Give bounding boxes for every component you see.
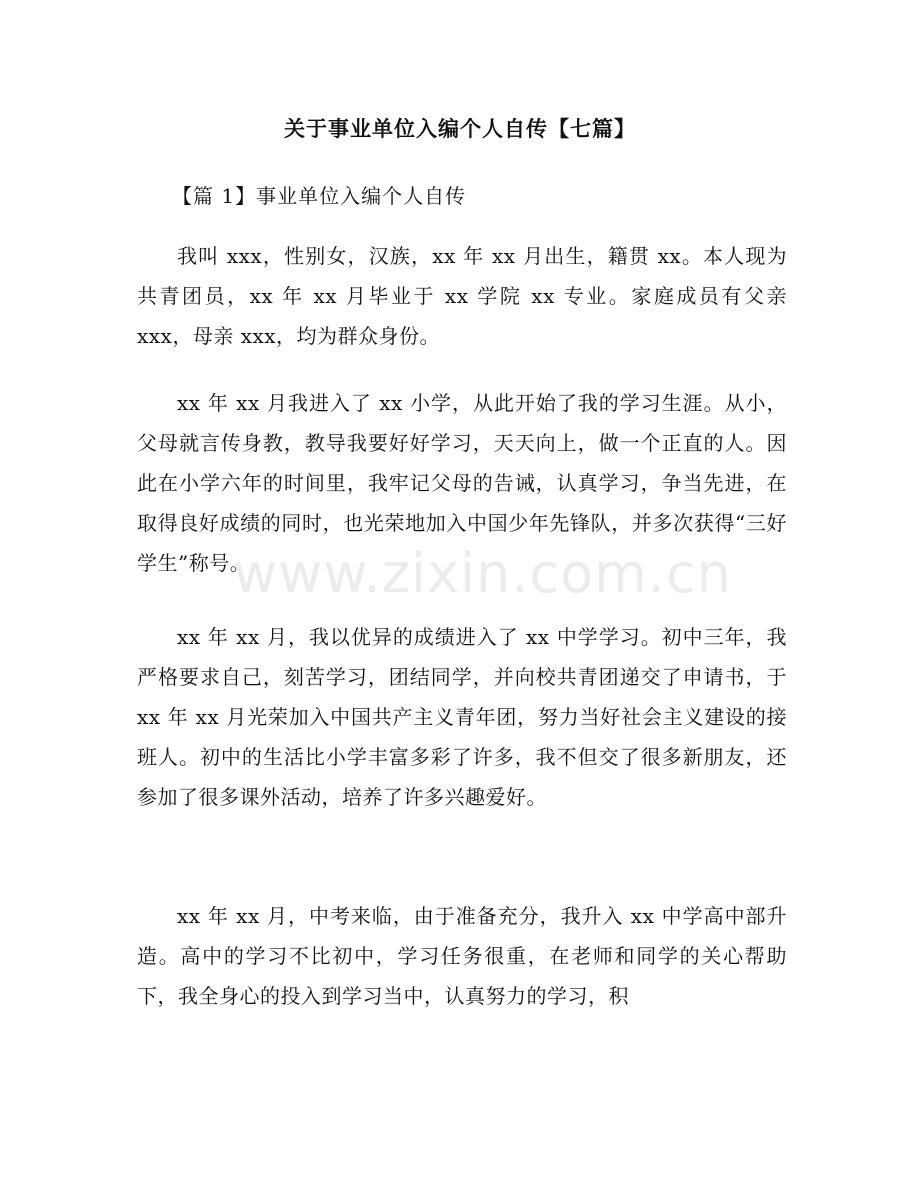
paragraph-3: xx 年 xx 月，我以优异的成绩进入了 xx 中学学习。初中三年，我严格要求自己，刻苦学习，团结同学，并向校共青团递交了申请书，于 xx 年 xx 月光荣加入中国共产主义青年团，努力当好社会主义建设的接班人。初中的生活比小学丰富多彩了许多，我不但交了很多新朋友，还参加了很多课外活动，培养了许多兴趣爱好。 [137,625,787,809]
paragraph-1: 我叫 xxx，性别女，汉族，xx 年 xx 月出生，籍贯 xx。本人现为共青团员，xx 年 xx 月毕业于 xx 学院 xx 专业。家庭成员有父亲 xxx，母亲 xxx，均为群众身份。 [137,244,787,348]
paragraph-4: xx 年 xx 月，中考来临，由于准备充分，我升入 xx 中学高中部升造。高中的学习不比初中，学习任务很重，在老师和同学的关心帮助下，我全身心的投入到学习当中，认真努力的学习，积 [137,904,787,1008]
section-heading: 【篇 1】事业单位入编个人自传 [172,184,467,208]
document-title: 关于事业单位入编个人自传【七篇】 [284,117,636,141]
watermark: www.zixin.com.cn [233,542,732,605]
paragraph-2: xx 年 xx 月我进入了 xx 小学，从此开始了我的学习生涯。从小，父母就言传身教，教导我要好好学习，天天向上，做一个正直的人。因此在小学六年的时间里，我牢记父母的告诫，认真学习，争当先进，在取得良好成绩的同时，也光荣地加入中国少年先锋队，并多次获得“三好学生”称号。 [137,391,787,575]
